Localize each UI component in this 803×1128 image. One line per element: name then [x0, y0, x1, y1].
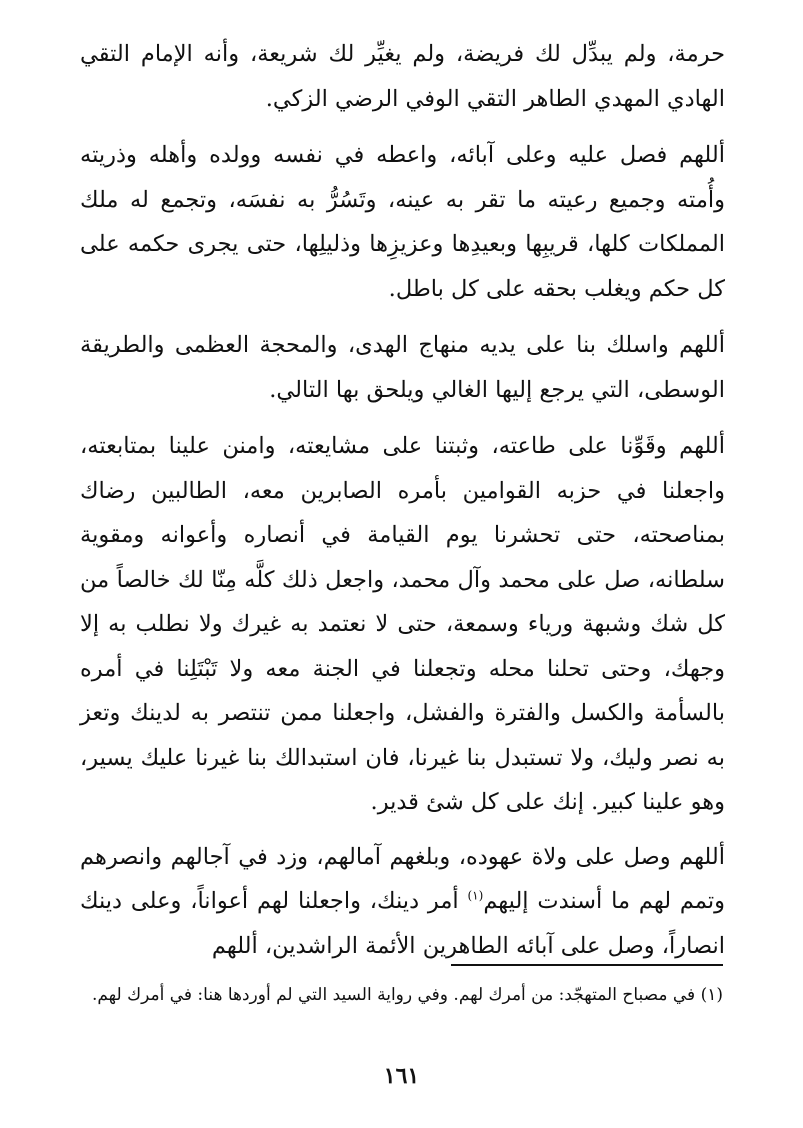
main-text: [80, 32, 725, 980]
footnote-marker: (١): [467, 888, 484, 903]
footnote: (١) في مصباح المتهجّد: من أمرك لهم. وفي رواية السيد التي لم أوردها هنا: في أمرك لهم.: [91, 985, 723, 1005]
footnote-divider: [451, 964, 723, 966]
paragraph-5-after-note: أمر دينك، واجعلنا لهم أعواناً، وعلى دينك انصاراً، وصل على آبائه الطاهرين الأئمة الراشدين، أللهم: [80, 888, 725, 959]
paragraph-5-before-note: أللهم وصل على ولاة عهوده، وبلغهم آمالهم، وزد في آجالهم وانصرهم وتمم لهم ما أسندت إليهم: [80, 843, 725, 914]
paragraph-3: أللهم واسلك بنا على يديه منهاج الهدى، والمحجة العظمى والطريقة الوسطى، التي يرجع إليها الغالي ويلحق بها التالي.: [80, 332, 725, 403]
paragraph-4: أللهم وقَوِّنا على طاعته، وثبتنا على مشايعته، وامنن علينا بمتابعته، واجعلنا في حزبه القوامين بأمره الصابرين معه، الطالبين رضاك بمناصحته، حتى تحشرنا يوم القيامة في أنصاره وأعوانه ومقوية سلطانه، صل على محمد وآل محمد، واجعل ذلك كلَّه مِنّا لك خالصاً من كل شك وشبهة ورياء وسمعة، حتى لا نعتمد به غيرك ولا نطلب به إلا وجهك، وحتى تحلنا محله وتجعلنا في الجنة معه ولا تَبْتَلِنا في أمره بالسأمة والكسل والفترة والفشل، واجعلنا ممن تنتصر به لدينك وتعز به نصر وليك، ولا تستبدل بنا غيرنا، فان استبدالك بنا غيرنا عليك يسير، وهو علينا كبير. إنك على كل شئ قدير.: [80, 433, 725, 815]
paragraph-1: حرمة، ولم يبدِّل لك فريضة، ولم يغيِّر لك شريعة، وأنه الإمام التقي الهادي المهدي الطاهر التقي الوفي الرضي الزكي.: [80, 41, 725, 112]
page-number: ١٦١: [383, 1063, 420, 1089]
paragraph-5: [80, 835, 725, 969]
paragraph-2: أللهم فصل عليه وعلى آبائه، واعطه في نفسه وولده وأهله وذريته وأُمته وجميع رعيته ما تقر به عينه، وتَسُرُّ به نفسَه، وتجمع له ملك المملكات كلها، قريبِها وبعيدِها وعزيزِها وذليلِها، حتى يجرى حكمه على كل حكم ويغلب بحقه على كل باطل.: [80, 142, 725, 302]
